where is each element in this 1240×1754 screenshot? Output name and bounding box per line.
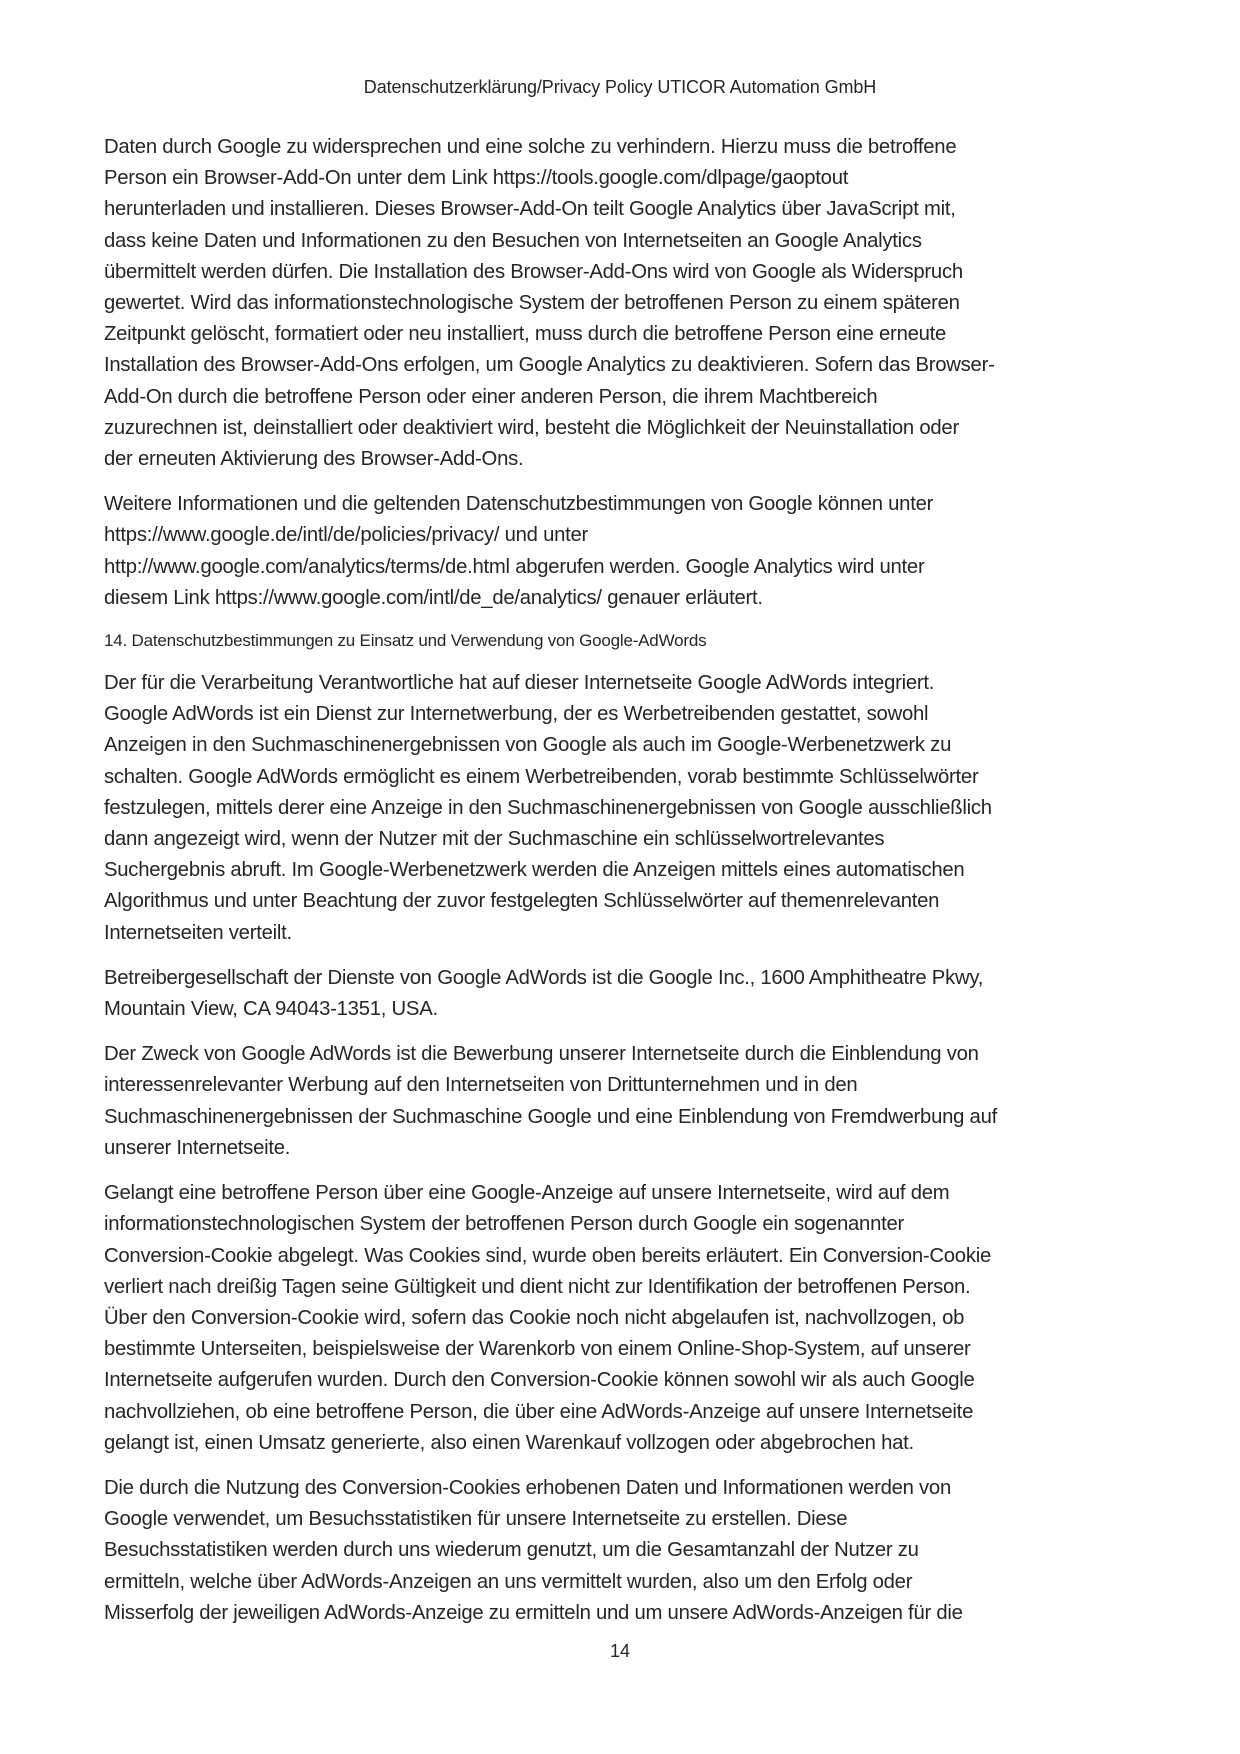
text-line: Der für die Verarbeitung Verantwortliche hat auf dieser Internetseite Google AdWords integriert. xyxy=(104,672,935,695)
text-line: Die durch die Nutzung des Conversion-Cookies erhobenen Daten und Informationen werden von xyxy=(104,1476,951,1499)
text-line: https://www.google.de/intl/de/policies/privacy/ und unter xyxy=(104,524,589,547)
text-line: Misserfolg der jeweiligen AdWords-Anzeige zu ermitteln und um unsere AdWords-Anzeigen für die xyxy=(104,1601,963,1624)
text-line: bestimmte Unterseiten, beispielsweise der Warenkorb von einem Online-Shop-System, auf unserer xyxy=(104,1338,971,1361)
text-line: Internetseiten verteilt. xyxy=(104,921,292,944)
text-line: dass keine Daten und Informationen zu den Besuchen von Internetseiten an Google Analytics xyxy=(104,229,922,252)
text-line: der erneuten Aktivierung des Browser-Add-Ons. xyxy=(104,448,524,471)
text-line: Zeitpunkt gelöscht, formatiert oder neu installiert, muss durch die betroffene Person eine erneute xyxy=(104,323,947,346)
text-line: gelangt ist, einen Umsatz generierte, also einen Warenkauf vollzogen oder abgebrochen hat. xyxy=(104,1431,914,1454)
text-line: festzulegen, mittels derer eine Anzeige in den Suchmaschinenergebnissen von Google ausschließlich xyxy=(104,796,992,819)
text-line: schalten. Google AdWords ermöglicht es einem Werbetreibenden, vorab bestimmte Schlüsselwörter xyxy=(104,765,979,788)
text-line: Conversion-Cookie abgelegt. Was Cookies sind, wurde oben bereits erläutert. Ein Conversion-Cookie xyxy=(104,1244,991,1267)
text-line: Der Zweck von Google AdWords ist die Bewerbung unserer Internetseite durch die Einblendung von xyxy=(104,1043,979,1066)
paragraph-analytics-more-info xyxy=(104,489,1144,614)
text-line: verliert nach dreißig Tagen seine Gültigkeit und dient nicht zur Identifikation der betroffenen Person. xyxy=(104,1275,971,1298)
paragraph-adwords-conversion-cookie xyxy=(104,1178,1144,1459)
text-line: gewertet. Wird das informationstechnologische System der betroffenen Person zu einem späteren xyxy=(104,292,960,315)
text-line: informationstechnologischen System der betroffenen Person durch Google ein sogenannter xyxy=(104,1213,905,1236)
text-line: diesem Link https://www.google.com/intl/de_de/analytics/ genauer erläutert. xyxy=(104,586,763,609)
text-line: Anzeigen in den Suchmaschinenergebnissen von Google als auch im Google-Werbenetzwerk zu xyxy=(104,734,952,757)
text-line: Suchmaschinenergebnissen der Suchmaschine Google und eine Einblendung von Fremdwerbung auf xyxy=(104,1105,997,1128)
document-body xyxy=(104,132,1144,1643)
text-line: Weitere Informationen und die geltenden Datenschutzbestimmungen von Google können unter xyxy=(104,493,934,516)
text-line: ermitteln, welche über AdWords-Anzeigen an uns vermittelt wurden, also um den Erfolg oder xyxy=(104,1570,913,1593)
paragraph-adwords-purpose xyxy=(104,1039,1144,1164)
paragraph-adwords-statistics xyxy=(104,1473,1144,1629)
text-line: zuzurechnen ist, deinstalliert oder deaktiviert wird, besteht die Möglichkeit der Neuinstallation oder xyxy=(104,416,959,439)
text-line: Person ein Browser-Add-On unter dem Link https://tools.google.com/dlpage/gaoptout xyxy=(104,167,849,190)
text-line: Algorithmus und unter Beachtung der zuvor festgelegten Schlüsselwörter auf themenrelevanten xyxy=(104,890,940,913)
text-line: Betreibergesellschaft der Dienste von Google AdWords ist die Google Inc., 1600 Amphitheatre Pkwy, xyxy=(104,966,984,989)
paragraph-analytics-optout xyxy=(104,132,1144,475)
page-header: Datenschutzerklärung/Privacy Policy UTICOR Automation GmbH xyxy=(363,77,877,97)
page-number: 14 xyxy=(609,1641,631,1661)
text-line: Daten durch Google zu widersprechen und eine solche zu verhindern. Hierzu muss die betroffene xyxy=(104,136,957,158)
text-line: Installation des Browser-Add-Ons erfolgen, um Google Analytics zu deaktivieren. Sofern das Browser- xyxy=(104,354,995,377)
text-line: Über den Conversion-Cookie wird, sofern das Cookie noch nicht abgelaufen ist, nachvollzogen, ob xyxy=(104,1306,965,1329)
text-line: nachvollziehen, ob eine betroffene Person, die über eine AdWords-Anzeige auf unsere Internetseite xyxy=(104,1400,974,1423)
text-line: Besuchsstatistiken werden durch uns wiederum genutzt, um die Gesamtanzahl der Nutzer zu xyxy=(104,1539,919,1562)
text-line: dann angezeigt wird, wenn der Nutzer mit der Suchmaschine ein schlüsselwortrelevantes xyxy=(104,828,885,851)
text-line: Google verwendet, um Besuchsstatistiken für unsere Internetseite zu erstellen. Diese xyxy=(104,1508,848,1531)
section-heading-adwords: 14. Datenschutzbestimmungen zu Einsatz und Verwendung von Google-AdWords xyxy=(104,631,707,651)
text-line: Suchergebnis abruft. Im Google-Werbenetzwerk werden die Anzeigen mittels eines automatischen xyxy=(104,859,965,882)
paragraph-adwords-operator xyxy=(104,963,1144,1025)
text-line: Internetseite aufgerufen wurden. Durch den Conversion-Cookie können sowohl wir als auch Google xyxy=(104,1369,975,1392)
text-line: Gelangt eine betroffene Person über eine Google-Anzeige auf unsere Internetseite, wird auf dem xyxy=(104,1182,950,1205)
text-line: übermittelt werden dürfen. Die Installation des Browser-Add-Ons wird von Google als Widerspruch xyxy=(104,260,963,283)
text-line: interessenrelevanter Werbung auf den Internetseiten von Drittunternehmen und in den xyxy=(104,1074,858,1097)
text-line: Google AdWords ist ein Dienst zur Internetwerbung, der es Werbetreibenden gestattet, sowohl xyxy=(104,703,929,726)
text-line: Mountain View, CA 94043-1351, USA. xyxy=(104,998,438,1021)
text-line: unserer Internetseite. xyxy=(104,1136,291,1159)
text-line: http://www.google.com/analytics/terms/de.html abgerufen werden. Google Analytics wird unter xyxy=(104,555,925,578)
text-line: herunterladen und installieren. Dieses Browser-Add-On teilt Google Analytics über JavaScript mit, xyxy=(104,198,956,221)
text-line: Add-On durch die betroffene Person oder einer anderen Person, die ihrem Machtbereich xyxy=(104,385,878,408)
paragraph-adwords-intro xyxy=(104,668,1144,949)
